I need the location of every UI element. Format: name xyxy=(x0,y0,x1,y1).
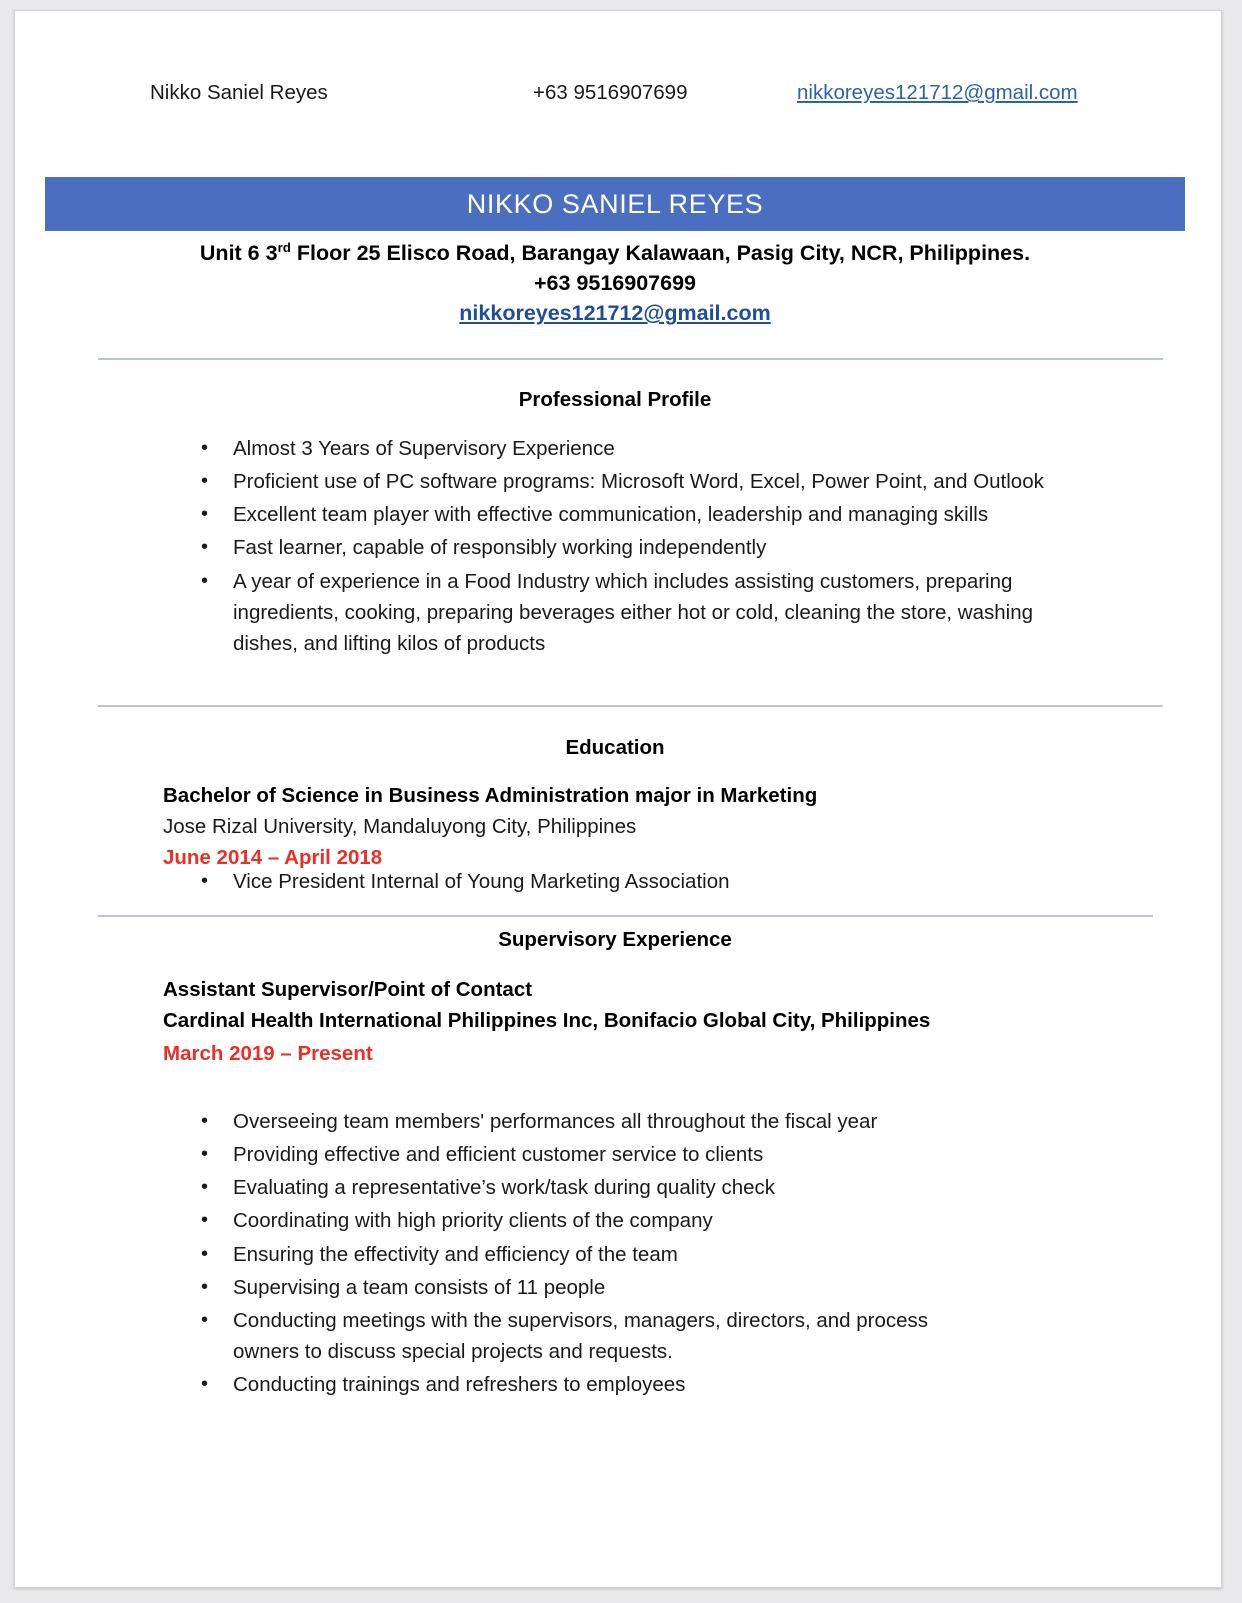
section-heading-education: Education xyxy=(565,736,665,759)
contact-phone: +63 9516907699 xyxy=(533,270,697,295)
list-item: • Vice President Internal of Young Marketing Association xyxy=(201,866,1081,897)
list-item: • Ensuring the effectivity and efficiency of the team xyxy=(201,1239,991,1270)
list-item: • A year of experience in a Food Industry which includes assisting customers, preparing ingredients, cooking, preparing beverages either hot or cold, cleaning the store, washing dishes, and lifting kilos of products xyxy=(201,566,1081,659)
education-bullet-list xyxy=(201,866,1081,899)
section-divider-experience xyxy=(98,915,1153,917)
list-item: • Overseeing team members' performances all throughout the fiscal year xyxy=(201,1106,991,1137)
banner-full-name: NIKKO SANIEL REYES xyxy=(466,188,764,219)
list-item: • Proficient use of PC software programs: Microsoft Word, Excel, Power Point, and Outlook xyxy=(201,466,1081,497)
experience-bullet-list xyxy=(201,1106,991,1402)
name-banner xyxy=(45,177,1185,231)
experience-company: Cardinal Health International Philippines Inc, Bonifacio Global City, Philippines xyxy=(163,1009,931,1033)
education-school: Jose Rizal University, Mandaluyong City, Philippines xyxy=(163,815,637,839)
header-phone-number: +63 9516907699 xyxy=(533,81,688,104)
address-suffix: Floor 25 Elisco Road, Barangay Kalawaan, Pasig City, NCR, Philippines. xyxy=(290,241,1031,265)
list-item: • Conducting meetings with the supervisors, managers, directors, and process owners to discuss special projects and requests. xyxy=(201,1305,991,1367)
experience-entry xyxy=(163,974,1163,1069)
experience-job-title: Assistant Supervisor/Point of Contact xyxy=(163,978,533,1001)
profile-bullet-list xyxy=(201,433,1081,661)
section-heading-experience: Supervisory Experience xyxy=(498,928,732,951)
section-divider-education xyxy=(98,705,1163,707)
contact-address xyxy=(45,239,1185,269)
list-item: • Supervising a team consists of 11 people xyxy=(201,1272,991,1303)
education-dates: June 2014 – April 2018 xyxy=(163,846,383,870)
education-entry xyxy=(163,780,1163,873)
experience-dates: March 2019 – Present xyxy=(163,1041,373,1065)
contact-block xyxy=(45,239,1185,330)
document-running-header xyxy=(15,81,1221,125)
list-item: • Conducting trainings and refreshers to employees xyxy=(201,1369,991,1400)
address-prefix: Unit 6 3 xyxy=(199,241,278,265)
header-email-link[interactable]: nikkoreyes121712@gmail.com xyxy=(797,81,1078,104)
list-item: • Coordinating with high priority clients of the company xyxy=(201,1205,991,1236)
list-item: • Almost 3 Years of Supervisory Experience xyxy=(201,433,1081,464)
list-item: • Fast learner, capable of responsibly working independently xyxy=(201,532,1081,563)
contact-email-link[interactable]: nikkoreyes121712@gmail.com xyxy=(459,301,771,326)
list-item: • Evaluating a representative’s work/task during quality check xyxy=(201,1172,991,1203)
resume-page xyxy=(14,10,1222,1588)
list-item: • Excellent team player with effective communication, leadership and managing skills xyxy=(201,499,1081,530)
education-degree: Bachelor of Science in Business Administration major in Marketing xyxy=(163,784,818,807)
section-heading-profile: Professional Profile xyxy=(518,388,712,411)
list-item: • Providing effective and efficient customer service to clients xyxy=(201,1139,991,1170)
section-divider-profile xyxy=(98,358,1163,360)
header-candidate-name: Nikko Saniel Reyes xyxy=(150,81,328,104)
address-ordinal-superscript: rd xyxy=(277,239,291,255)
